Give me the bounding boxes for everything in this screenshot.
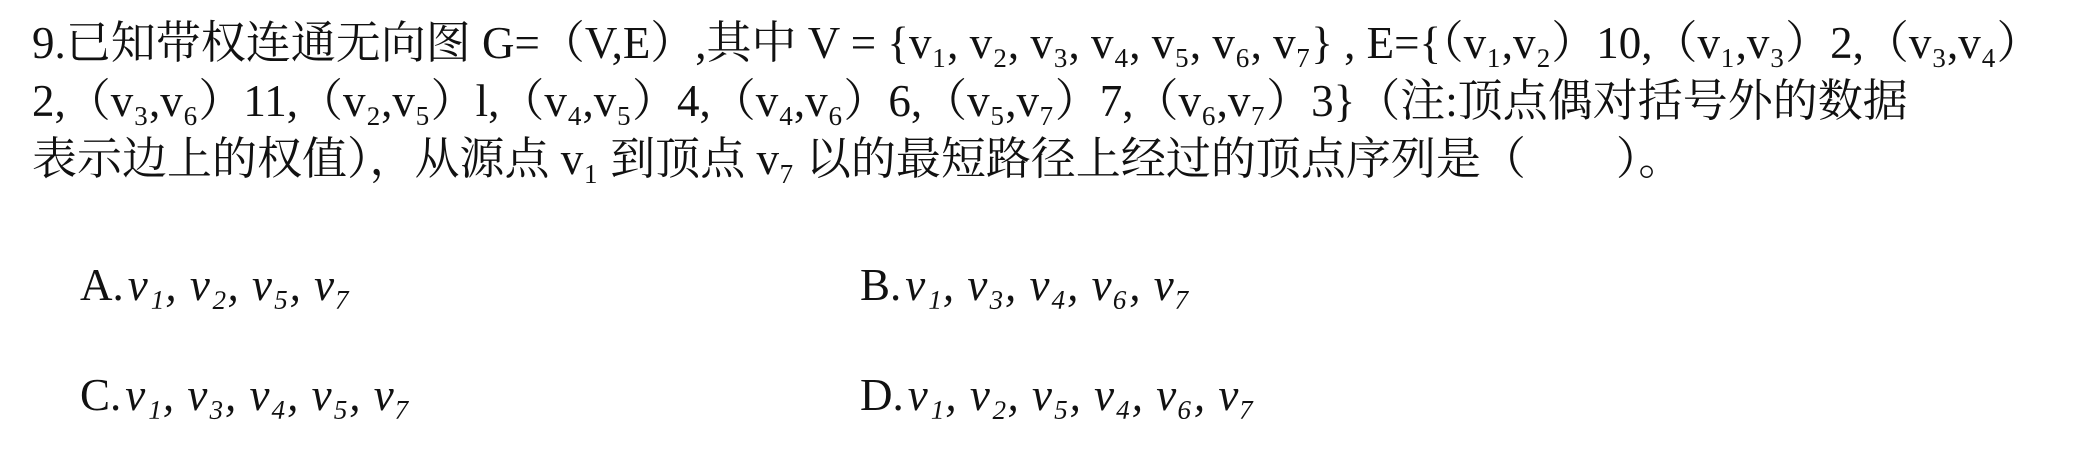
option-a-sequence: v₁, v₂, v₅, v₇ [127,260,352,310]
option-a-label: A. [80,260,124,310]
option-d-label: D. [860,370,904,420]
question-line-1: 9.已知带权连通无向图 G=（V,E）,其中 V = {v₁, v₂, v₃, v₄, v₅, v₆, v₇} , E={（v₁,v₂）10,（v₁,v₃）2,（v₃,v₄） [32,18,2042,68]
option-b-sequence: v₁, v₃, v₄, v₆, v₇ [905,260,1192,310]
option-b-label: B. [860,260,902,310]
options-row-2 [80,360,1980,430]
options-row-1 [80,250,1980,320]
option-d[interactable] [860,360,1256,430]
question-line-2: 2,（v₃,v₆）11,（v₂,v₅）l,（v₄,v₅）4,（v₄,v₆）6,（v₅,v₇）7,（v₆,v₇）3}（注:顶点偶对括号外的数据 [32,76,1908,126]
option-c-label: C. [80,370,122,420]
answer-options [80,250,1980,470]
option-c[interactable] [80,360,860,430]
option-b[interactable] [860,250,1191,320]
option-c-sequence: v₁, v₃, v₄, v₅, v₇ [125,370,412,420]
question-stem [32,14,2057,188]
question-line-3: 表示边上的权值），从源点 v₁ 到顶点 v₇ 以的最短路径上经过的顶点序列是（ ）。 [32,134,1684,184]
option-a[interactable] [80,250,860,320]
option-d-sequence: v₁, v₂, v₅, v₄, v₆, v₇ [907,370,1256,420]
